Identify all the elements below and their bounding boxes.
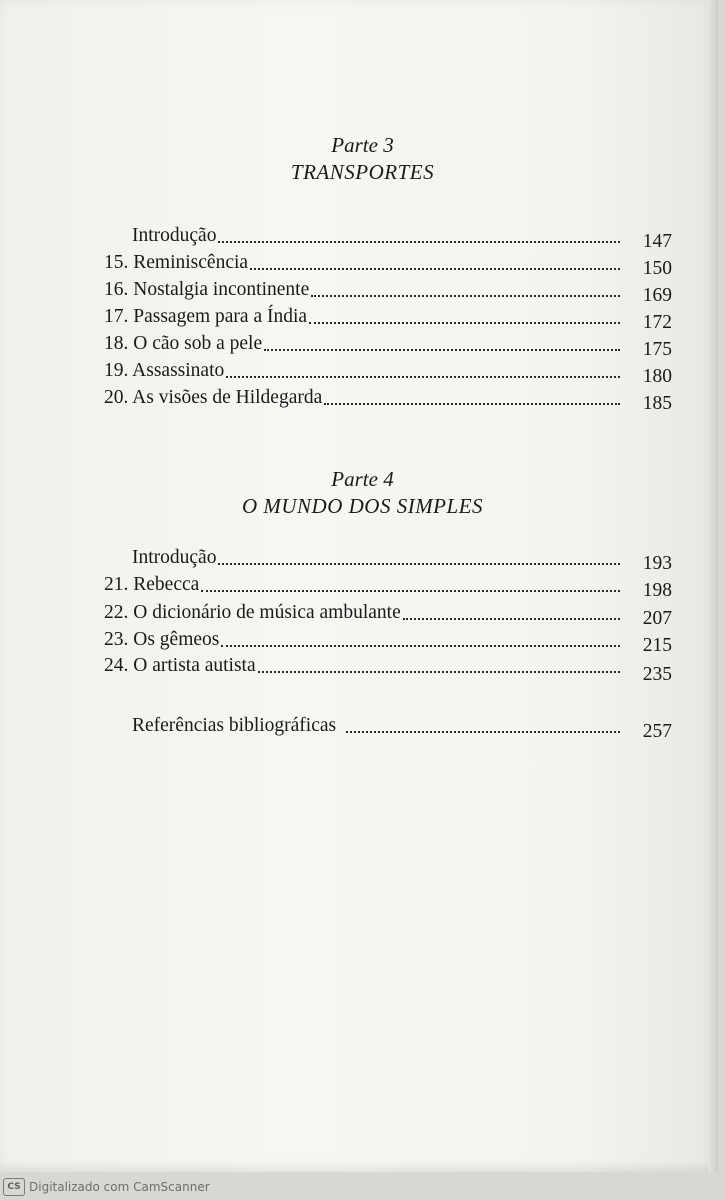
toc-entry-page: 172 [642, 312, 672, 333]
part3-heading [0, 132, 725, 186]
dot-leader [311, 295, 620, 297]
dot-leader [218, 241, 620, 243]
toc-entry-label: 22. O dicionário de música ambulante [104, 602, 401, 623]
dot-leader [403, 618, 620, 620]
toc-entry-label: 16. Nostalgia incontinente [104, 279, 310, 300]
part4-title: O MUNDO DOS SIMPLES [241, 494, 484, 518]
dot-leader [309, 322, 620, 324]
part4-heading [0, 466, 725, 520]
toc-entry-15 [104, 246, 672, 279]
toc-entry-label: Introdução [132, 225, 217, 246]
toc-entry-22 [104, 596, 672, 629]
toc-entry-label: Referências bibliográficas [132, 715, 337, 736]
toc-entry-19 [104, 354, 672, 387]
toc-entry-page: 193 [642, 553, 672, 574]
toc-entry-part3-intro [132, 219, 672, 252]
toc-entry-17 [104, 300, 672, 333]
toc-entry-page: 185 [642, 393, 672, 414]
toc-entry-references [132, 709, 672, 742]
toc-entry-18 [104, 327, 672, 360]
part4-label: Parte 4 [331, 467, 394, 491]
toc-entry-page: 215 [642, 635, 672, 656]
dot-leader [218, 563, 620, 565]
toc-entry-label: 19. Assassinato [104, 360, 225, 381]
dot-leader [346, 731, 620, 733]
part3-label: Parte 3 [331, 133, 394, 157]
toc-entry-part4-intro [132, 541, 672, 574]
toc-entry-label: 24. O artista autista [104, 655, 256, 676]
toc-entry-page: 175 [642, 339, 672, 360]
dot-leader [201, 590, 620, 592]
toc-entry-page: 150 [642, 258, 672, 279]
toc-entry-label: 17. Passagem para a Índia [104, 306, 308, 327]
camscanner-logo-icon: CS [3, 1178, 25, 1196]
dot-leader [226, 376, 620, 378]
toc-entry-page: 257 [642, 721, 672, 742]
toc-page-number: 235 [642, 664, 672, 685]
toc-entry-label: 20. As visões de Hildegarda [104, 387, 323, 408]
dot-leader [250, 268, 620, 270]
dot-leader [264, 349, 620, 351]
toc-entry-label: 23. Os gêmeos [104, 629, 220, 650]
toc-entry-page: 180 [642, 366, 672, 387]
toc-entry-page: 147 [642, 231, 672, 252]
dot-leader [258, 671, 620, 673]
toc-entry-label: 18. O cão sob a pele [104, 333, 263, 354]
dot-leader [221, 645, 620, 647]
scanner-watermark [0, 1174, 210, 1200]
toc-entry-label: Introdução [132, 547, 217, 568]
toc-entry-24 [104, 649, 672, 677]
toc-entry-page: 207 [642, 608, 672, 629]
toc-entry-23 [104, 623, 672, 656]
toc-entry-16 [104, 273, 672, 306]
toc-entry-page: 198 [642, 580, 672, 601]
toc-entry-20 [104, 381, 672, 414]
dot-leader [324, 403, 620, 405]
watermark-text: Digitalizado com CamScanner [29, 1180, 210, 1194]
part3-title: TRANSPORTES [290, 160, 435, 184]
toc-entry-21 [104, 568, 672, 601]
toc-entry-label: 21. Rebecca [104, 574, 200, 595]
toc-entry-label: 15. Reminiscência [104, 252, 249, 273]
toc-entry-page: 169 [642, 285, 672, 306]
